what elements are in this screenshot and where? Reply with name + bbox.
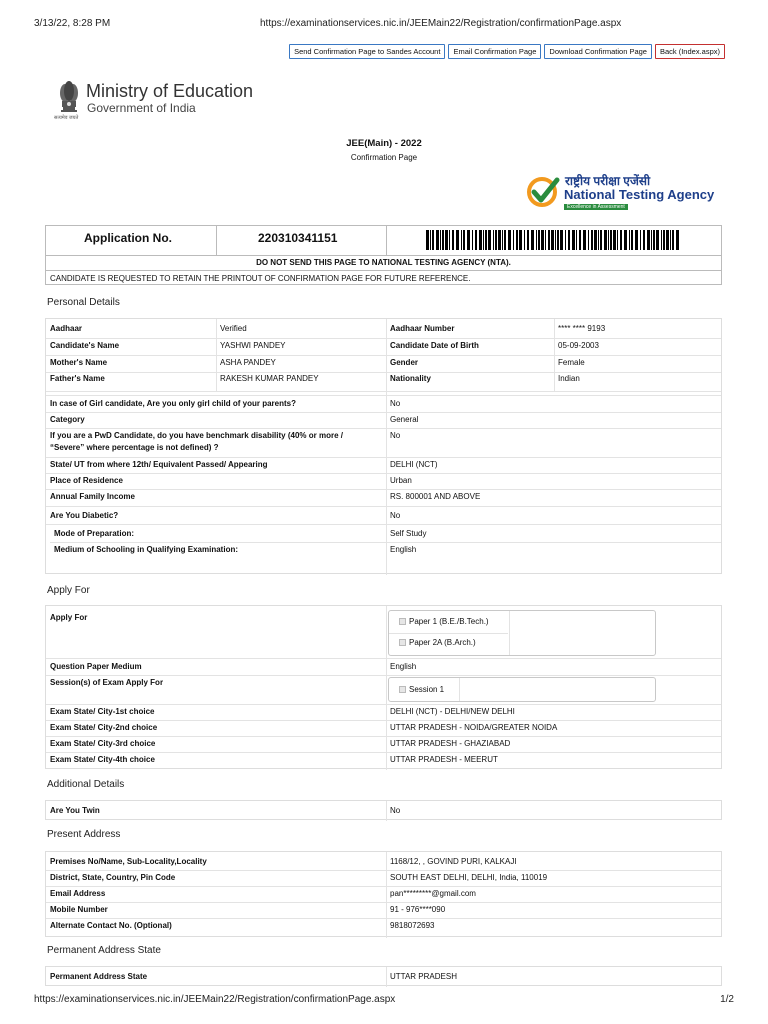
print-url: https://examinationservices.nic.in/JEEMain22/Registration/confirmationPage.aspx xyxy=(260,18,622,29)
divider xyxy=(216,226,217,255)
mobile-label: Mobile Number xyxy=(50,905,108,914)
nationality-label: Nationality xyxy=(390,374,431,383)
ministry-motto: सत्यमेव जयते xyxy=(54,115,79,121)
divider xyxy=(46,720,721,721)
divider xyxy=(46,506,721,507)
application-box xyxy=(45,225,722,285)
question-paper-medium-label: Question Paper Medium xyxy=(50,662,142,671)
divider xyxy=(46,675,721,676)
table-row xyxy=(46,755,721,771)
gender-value: Female xyxy=(558,358,585,367)
additional-details-heading: Additional Details xyxy=(47,779,125,790)
dob-value: 05-09-2003 xyxy=(558,341,599,350)
action-button-bar xyxy=(289,44,725,59)
nta-tagline: Excellence in Assessment xyxy=(564,204,628,210)
table-row xyxy=(46,545,721,561)
permanent-state-value: UTTAR PRADESH xyxy=(390,972,457,981)
candidate-name-label: Candidate's Name xyxy=(50,341,120,350)
city-choice-3-value: UTTAR PRADESH - GHAZIABAD xyxy=(390,739,511,748)
retain-printout-notice: CANDIDATE IS REQUESTED TO RETAIN THE PRINTOUT OF CONFIRMATION PAGE FOR FUTURE REFERENCE. xyxy=(50,274,471,283)
email-confirmation-button[interactable]: Email Confirmation Page xyxy=(448,44,541,59)
divider xyxy=(46,736,721,737)
personal-details-section xyxy=(45,318,722,574)
permanent-state-label: Permanent Address State xyxy=(50,972,148,981)
divider xyxy=(46,338,721,339)
residence-label: Place of Residence xyxy=(50,476,123,485)
divider xyxy=(46,658,721,659)
additional-details-section xyxy=(45,800,722,820)
permanent-address-heading: Permanent Address State xyxy=(47,945,161,956)
nationality-value: Indian xyxy=(558,374,580,383)
aadhaar-number-label: Aadhaar Number xyxy=(390,324,455,333)
apply-for-section xyxy=(45,605,722,769)
divider xyxy=(509,611,510,655)
mobile-value: 91 - 976****090 xyxy=(390,905,446,914)
personal-details-heading: Personal Details xyxy=(47,297,120,308)
ministry-logo xyxy=(54,77,274,125)
application-label: Application No. xyxy=(84,231,172,245)
pwd-label: If you are a PwD Candidate, do you have benchmark disability (40% or more / xyxy=(50,431,343,440)
city-choice-3-label: Exam State/ City-3rd choice xyxy=(50,739,156,748)
paper2-checkbox[interactable] xyxy=(399,639,406,646)
divider xyxy=(46,255,721,256)
divider xyxy=(46,391,721,392)
schooling-medium-label: Medium of Schooling in Qualifying Examination: xyxy=(54,545,239,554)
gender-label: Gender xyxy=(390,358,419,367)
present-address-heading: Present Address xyxy=(47,829,121,840)
aadhaar-number-value: **** **** 9193 xyxy=(558,324,606,333)
exam-title: JEE(Main) - 2022 xyxy=(346,138,422,149)
question-paper-medium-value: English xyxy=(390,662,417,671)
category-label: Category xyxy=(50,415,85,424)
present-address-section xyxy=(45,851,722,937)
diabetic-label: Are You Diabetic? xyxy=(50,511,119,520)
ministry-subtitle: Government of India xyxy=(87,101,196,115)
alternate-contact-label: Alternate Contact No. (Optional) xyxy=(50,921,172,930)
divider xyxy=(46,886,721,887)
state-12th-label: State/ UT from where 12th/ Equivalent Passed/ Appearing xyxy=(50,460,268,469)
divider xyxy=(46,704,721,705)
paper-checkbox-group xyxy=(388,610,656,656)
father-name-value: RAKESH KUMAR PANDEY xyxy=(220,374,319,383)
city-choice-4-value: UTTAR PRADESH - MEERUT xyxy=(390,755,498,764)
session1-checkbox[interactable] xyxy=(399,686,406,693)
ministry-title: Ministry of Education xyxy=(86,81,254,101)
paper2-label: Paper 2A (B.Arch.) xyxy=(409,638,476,647)
nta-english-name: National Testing Agency xyxy=(564,187,715,202)
page-number: 1/2 xyxy=(720,994,734,1005)
girl-child-label: In case of Girl candidate, Are you only girl child of your parents? xyxy=(50,399,296,408)
print-datetime: 3/13/22, 8:28 PM xyxy=(34,18,111,29)
category-value: General xyxy=(390,415,419,424)
session1-label: Session 1 xyxy=(409,685,445,694)
do-not-send-warning: DO NOT SEND THIS PAGE TO NATIONAL TESTING AGENCY (NTA). xyxy=(256,258,511,267)
aadhaar-label: Aadhaar xyxy=(50,324,83,333)
district-label: District, State, Country, Pin Code xyxy=(50,873,176,882)
divider xyxy=(46,355,721,356)
divider xyxy=(50,542,721,543)
state-12th-value: DELHI (NCT) xyxy=(390,460,438,469)
income-value: RS. 800001 AND ABOVE xyxy=(390,492,481,501)
pwd-value: No xyxy=(390,431,401,440)
candidate-name-value: YASHWI PANDEY xyxy=(220,341,286,350)
schooling-medium-value: English xyxy=(390,545,417,554)
premises-value: 1168/12, , GOVIND PURI, KALKAJI xyxy=(390,857,517,866)
prep-mode-value: Self Study xyxy=(390,529,427,538)
apply-for-label: Apply For xyxy=(50,613,88,622)
table-row xyxy=(46,921,721,937)
divider xyxy=(46,752,721,753)
divider xyxy=(46,524,721,525)
divider xyxy=(46,473,721,474)
girl-child-value: No xyxy=(390,399,401,408)
alternate-contact-value: 9818072693 xyxy=(390,921,435,930)
dob-label: Candidate Date of Birth xyxy=(390,341,479,350)
twin-value: No xyxy=(390,806,401,815)
divider xyxy=(46,395,721,396)
back-button[interactable]: Back (Index.aspx) xyxy=(655,44,725,59)
email-label: Email Address xyxy=(50,889,106,898)
paper1-label: Paper 1 (B.E./B.Tech.) xyxy=(409,617,489,626)
divider xyxy=(46,870,721,871)
divider xyxy=(46,489,721,490)
application-number: 220310341151 xyxy=(258,231,338,245)
table-row xyxy=(46,972,721,988)
mother-name-label: Mother's Name xyxy=(50,358,108,367)
aadhaar-value: Verified xyxy=(220,324,247,333)
exam-subtitle: Confirmation Page xyxy=(350,153,418,162)
twin-label: Are You Twin xyxy=(50,806,100,815)
nta-logo xyxy=(527,172,727,214)
premises-label: Premises No/Name, Sub-Locality,Locality xyxy=(50,857,207,866)
divider xyxy=(46,457,721,458)
divider xyxy=(46,412,721,413)
city-choice-4-label: Exam State/ City-4th choice xyxy=(50,755,155,764)
paper1-checkbox[interactable] xyxy=(399,618,406,625)
session-checkbox-group xyxy=(388,677,656,702)
divider xyxy=(46,902,721,903)
apply-for-heading: Apply For xyxy=(47,585,90,596)
divider xyxy=(46,270,721,271)
national-emblem-icon xyxy=(54,77,84,119)
diabetic-value: No xyxy=(390,511,401,520)
district-value: SOUTH EAST DELHI, DELHI, India, 110019 xyxy=(390,873,548,882)
table-row xyxy=(46,806,721,822)
divider xyxy=(386,226,387,255)
prep-mode-label: Mode of Preparation: xyxy=(54,529,135,538)
footer-url: https://examinationservices.nic.in/JEEMain22/Registration/confirmationPage.aspx xyxy=(34,994,396,1005)
barcode-image xyxy=(426,230,686,250)
permanent-address-section xyxy=(45,966,722,986)
city-choice-1-value: DELHI (NCT) - DELHI/NEW DELHI xyxy=(390,707,515,716)
divider xyxy=(459,678,460,701)
divider xyxy=(389,633,508,634)
table-row xyxy=(46,431,721,459)
mother-name-value: ASHA PANDEY xyxy=(220,358,276,367)
divider xyxy=(46,372,721,373)
divider xyxy=(46,918,721,919)
city-choice-1-label: Exam State/ City-1st choice xyxy=(50,707,155,716)
father-name-label: Father's Name xyxy=(50,374,105,383)
session-label: Session(s) of Exam Apply For xyxy=(50,678,164,687)
nta-check-icon xyxy=(527,174,561,210)
income-label: Annual Family Income xyxy=(50,492,135,501)
city-choice-2-value: UTTAR PRADESH - NOIDA/GREATER NOIDA xyxy=(390,723,558,732)
print-header xyxy=(34,18,734,30)
table-row xyxy=(46,374,721,390)
email-value: pan*********@gmail.com xyxy=(390,889,476,898)
divider xyxy=(46,428,721,429)
pwd-label-continued: “Severe” where percentage is not defined) ? xyxy=(50,443,219,452)
nta-hindi-name: राष्ट्रीय परीक्षा एजेंसी xyxy=(565,174,651,188)
residence-value: Urban xyxy=(390,476,412,485)
send-sandes-button[interactable]: Send Confirmation Page to Sandes Account xyxy=(289,44,445,59)
download-confirmation-button[interactable]: Download Confirmation Page xyxy=(544,44,652,59)
city-choice-2-label: Exam State/ City-2nd choice xyxy=(50,723,158,732)
